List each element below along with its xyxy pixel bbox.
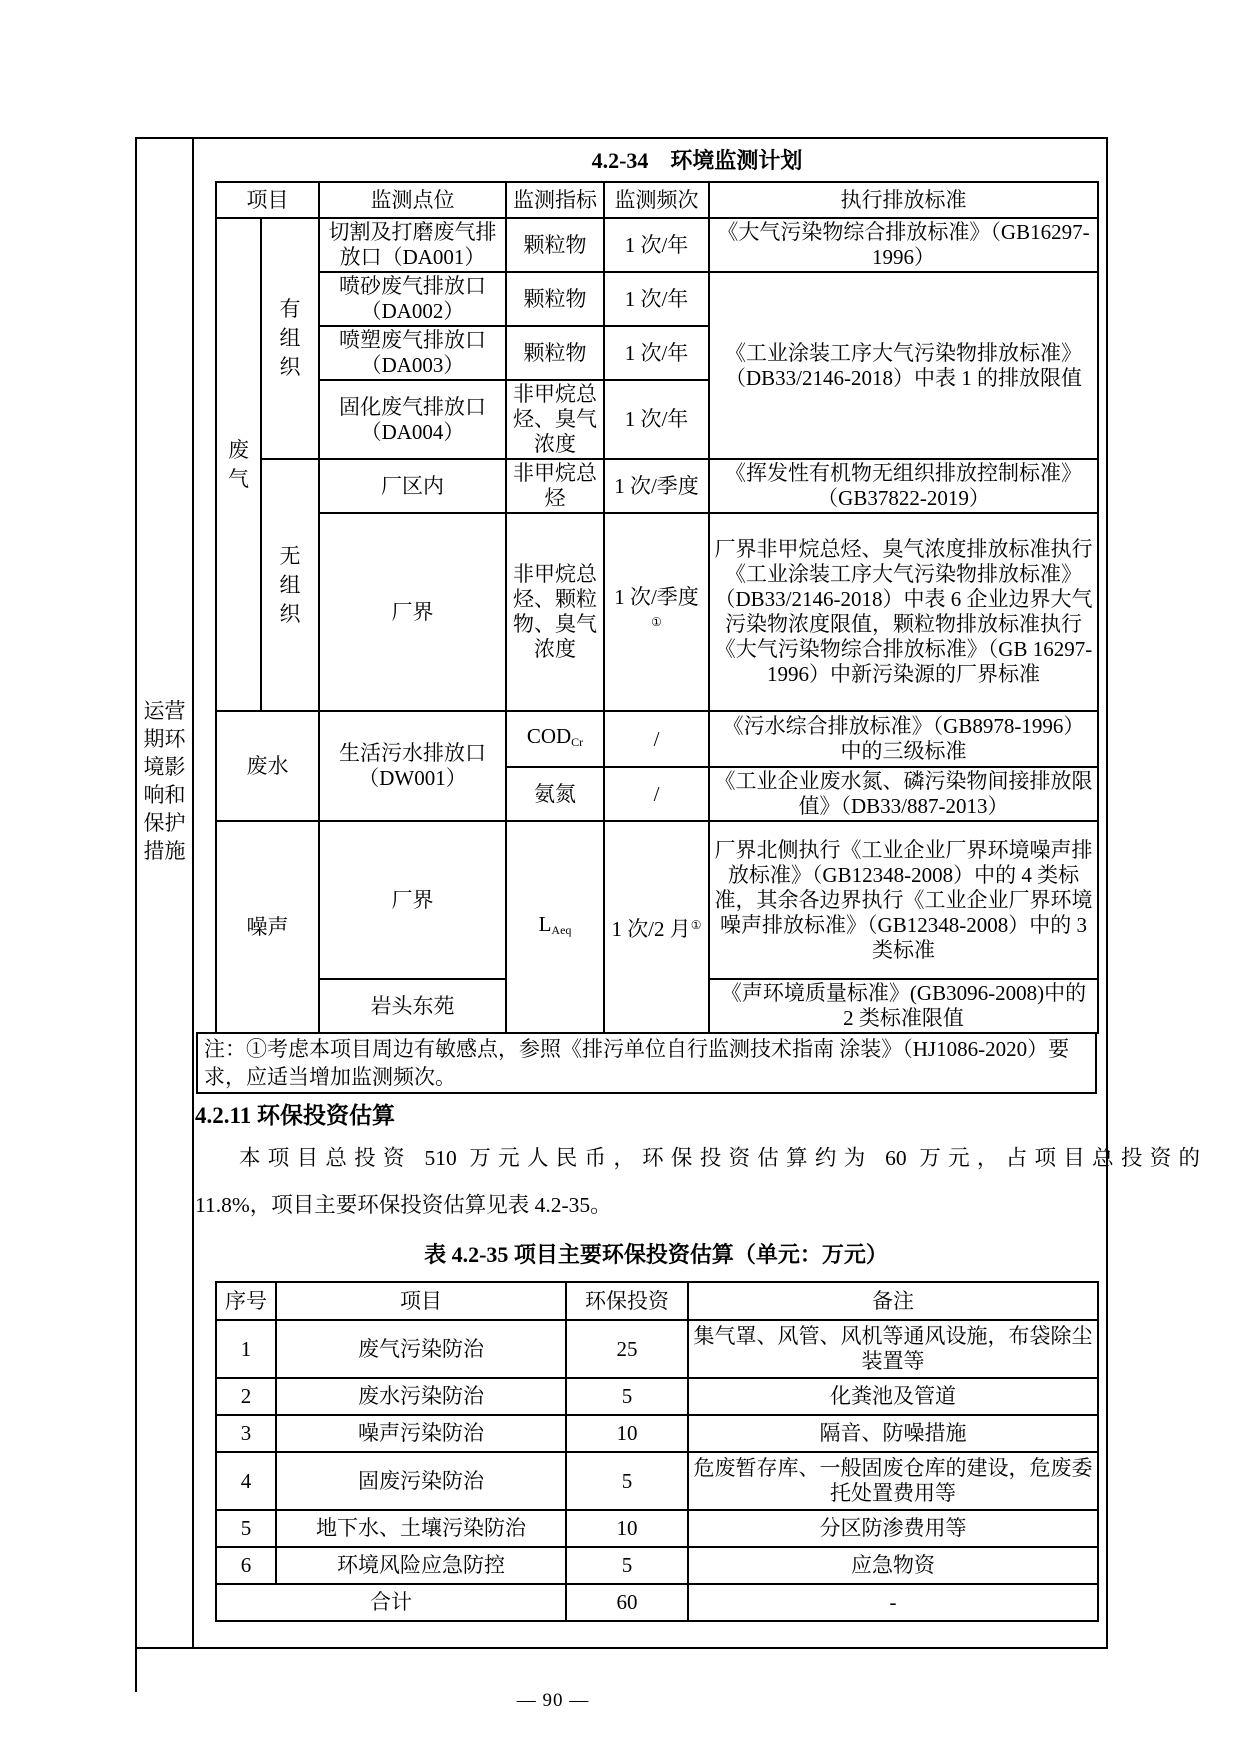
investment-row — [216, 1320, 1098, 1378]
header-item: 项目 — [216, 182, 319, 218]
cod-standard: 《污水综合排放标准》（GB8978-1996）中的三级标准 — [709, 711, 1098, 767]
noise-frequency-text: 1 次/2 月 — [611, 916, 691, 941]
total-label: 合计 — [216, 1584, 566, 1621]
da004-frequency: 1 次/年 — [604, 380, 709, 459]
header-point: 监测点位 — [319, 182, 506, 218]
da002-da004-standard: 《工业涂装工序大气污染物排放标准》（DB33/2146-2018）中表 1 的排放限值 — [709, 272, 1098, 459]
unorganized-label: 无组织 — [279, 543, 301, 626]
investment-row — [216, 1547, 1098, 1584]
section-heading: 4.2.11 环保投资估算 — [195, 1103, 395, 1128]
laeq-subscript: Aeq — [551, 922, 572, 937]
row2-amount: 5 — [566, 1378, 688, 1415]
da002-frequency: 1 次/年 — [604, 272, 709, 326]
header-frequency: 监测频次 — [604, 182, 709, 218]
da002-indicator: 颗粒物 — [506, 272, 604, 326]
group-noise: 噪声 — [216, 821, 319, 1033]
left-border-extension — [135, 1645, 137, 1692]
row-boundary-gas — [216, 513, 1098, 711]
table-footnote: 注：①考虑本项目周边有敏感点，参照《排污单位自行监测技术指南 涂装》（HJ1086-2020）要求，应适当增加监测频次。 — [196, 1032, 1097, 1094]
noise-boundary-standard: 厂界北侧执行《工业企业厂界环境噪声排放标准》（GB12348-2008）中的 4 类标准，其余各边界执行《工业企业厂界环境噪声排放标准》（GB12348-2008）中的 3 类标准 — [709, 821, 1098, 979]
investment-header-row — [216, 1282, 1098, 1320]
paragraph-line-1: 本项目总投资 510 万元人民币，环保投资估算约为 60 万元，占项目总投资的 — [239, 1146, 1200, 1170]
row1-item: 废气污染防治 — [276, 1320, 566, 1378]
laeq-indicator — [506, 821, 604, 1033]
organized-label: 有组织 — [279, 297, 301, 379]
boundary-gas-point: 厂界 — [319, 513, 506, 711]
investment-row — [216, 1415, 1098, 1452]
da001-indicator: 颗粒物 — [506, 218, 604, 272]
dw001-point: 生活污水排放口（DW001） — [319, 711, 506, 821]
sidebar-cell — [137, 139, 194, 1647]
investment-table — [215, 1281, 1099, 1622]
row1-no: 1 — [216, 1320, 276, 1378]
monitoring-table — [215, 181, 1099, 1034]
total-remark: - — [688, 1584, 1098, 1621]
boundary-gas-standard: 厂界非甲烷总烃、臭气浓度排放标准执行《工业涂装工序大气污染物排放标准》（DB33/2146-2018）中表 6 企业边界大气污染物浓度限值，颗粒物排放标准执行《大气污染物综合排放标准》（GB 16297-1996）中新污染源的厂界标准 — [709, 513, 1098, 711]
row5-no: 5 — [216, 1510, 276, 1547]
da001-frequency: 1 次/年 — [604, 218, 709, 272]
yantou-standard: 《声环境质量标准》(GB3096-2008)中的 2 类标准限值 — [709, 979, 1098, 1033]
boundary-gas-frequency — [604, 513, 709, 711]
outer-layout-table — [135, 137, 1200, 1649]
da002-point: 喷砂废气排放口（DA002） — [319, 272, 506, 326]
row-da001 — [216, 218, 1098, 272]
waste-gas-label: 废气 — [228, 437, 249, 491]
investment-total-row — [216, 1584, 1098, 1621]
total-amount: 60 — [566, 1584, 688, 1621]
da004-indicator: 非甲烷总烃、臭气浓度 — [506, 380, 604, 459]
row3-item: 噪声污染防治 — [276, 1415, 566, 1452]
row-cod — [216, 711, 1098, 767]
nh3-frequency: / — [604, 767, 709, 821]
da003-indicator: 颗粒物 — [506, 326, 604, 380]
row3-no: 3 — [216, 1415, 276, 1452]
row5-amount: 10 — [566, 1510, 688, 1547]
footnote-1-marker: ① — [651, 615, 662, 629]
sidebar-vertical-label: 运营期环境影响和保护措施 — [143, 699, 186, 863]
row5-item: 地下水、土壤污染防治 — [276, 1510, 566, 1547]
group-organized — [261, 218, 319, 459]
row2-item: 废水污染防治 — [276, 1378, 566, 1415]
da003-frequency: 1 次/年 — [604, 326, 709, 380]
laeq-text: L — [538, 911, 552, 936]
investment-row — [216, 1378, 1098, 1415]
cod-frequency: / — [604, 711, 709, 767]
header-standard: 执行排放标准 — [709, 182, 1098, 218]
nh3-indicator: 氨氮 — [506, 767, 604, 821]
noise-frequency — [604, 821, 709, 1033]
investment-row — [216, 1452, 1098, 1510]
in-plant-standard: 《挥发性有机物无组织排放控制标准》（GB37822-2019） — [709, 459, 1098, 513]
in-plant-indicator: 非甲烷总烃 — [506, 459, 604, 513]
boundary-gas-frequency-text: 1 次/季度 — [614, 585, 699, 609]
da001-standard: 《大气污染物综合排放标准》（GB16297-1996） — [709, 218, 1098, 272]
header-amount: 环保投资 — [566, 1282, 688, 1320]
investment-row — [216, 1510, 1098, 1547]
row4-amount: 5 — [566, 1452, 688, 1510]
group-waste-gas — [216, 218, 261, 711]
row4-item: 固废污染防治 — [276, 1452, 566, 1510]
nh3-standard: 《工业企业废水氮、磷污染物间接排放限值》（DB33/887-2013） — [709, 767, 1098, 821]
header-no: 序号 — [216, 1282, 276, 1320]
row1-amount: 25 — [566, 1320, 688, 1378]
monitoring-table-title: 4.2-34 环境监测计划 — [591, 148, 803, 173]
yantou-point: 岩头东苑 — [319, 979, 506, 1033]
row3-remark: 隔音、防噪措施 — [688, 1415, 1098, 1452]
row6-no: 6 — [216, 1547, 276, 1584]
body-paragraph — [195, 1143, 1200, 1221]
header-indicator: 监测指标 — [506, 182, 604, 218]
row2-remark: 化粪池及管道 — [688, 1378, 1098, 1415]
row-in-plant — [216, 459, 1098, 513]
group-unorganized — [261, 459, 319, 711]
da004-point: 固化废气排放口（DA004） — [319, 380, 506, 459]
in-plant-point: 厂区内 — [319, 459, 506, 513]
cod-subscript: Cr — [571, 734, 584, 749]
cod-indicator — [506, 711, 604, 767]
row3-amount: 10 — [566, 1415, 688, 1452]
content-cell — [194, 139, 1200, 1647]
row6-amount: 5 — [566, 1547, 688, 1584]
row6-item: 环境风险应急防控 — [276, 1547, 566, 1584]
row-noise-boundary — [216, 821, 1098, 979]
header-item: 项目 — [276, 1282, 566, 1320]
row5-remark: 分区防渗费用等 — [688, 1510, 1098, 1547]
header-remark: 备注 — [688, 1282, 1098, 1320]
footnote-1-marker: ① — [690, 917, 702, 932]
row4-remark: 危废暂存库、一般固废仓库的建设，危废委托处置费用等 — [688, 1452, 1098, 1510]
row2-no: 2 — [216, 1378, 276, 1415]
in-plant-frequency: 1 次/季度 — [604, 459, 709, 513]
row1-remark: 集气罩、风管、风机等通风设施，布袋除尘装置等 — [688, 1320, 1098, 1378]
noise-boundary-point: 厂界 — [319, 821, 506, 979]
boundary-gas-indicator: 非甲烷总烃、颗粒物、臭气浓度 — [506, 513, 604, 711]
da001-point: 切割及打磨废气排放口（DA001） — [319, 218, 506, 272]
cod-text: COD — [526, 723, 572, 748]
row-da002 — [216, 272, 1098, 326]
group-waste-water: 废水 — [216, 711, 319, 821]
row4-no: 4 — [216, 1452, 276, 1510]
page-number: — 90 — — [516, 1690, 590, 1711]
row6-remark: 应急物资 — [688, 1547, 1098, 1584]
paragraph-line-2: 11.8%，项目主要环保投资估算见表 4.2-35。 — [195, 1193, 612, 1217]
investment-table-title: 表 4.2-35 项目主要环保投资估算（单元：万元） — [424, 1242, 888, 1267]
monitoring-header-row — [216, 182, 1098, 218]
da003-point: 喷塑废气排放口（DA003） — [319, 326, 506, 380]
